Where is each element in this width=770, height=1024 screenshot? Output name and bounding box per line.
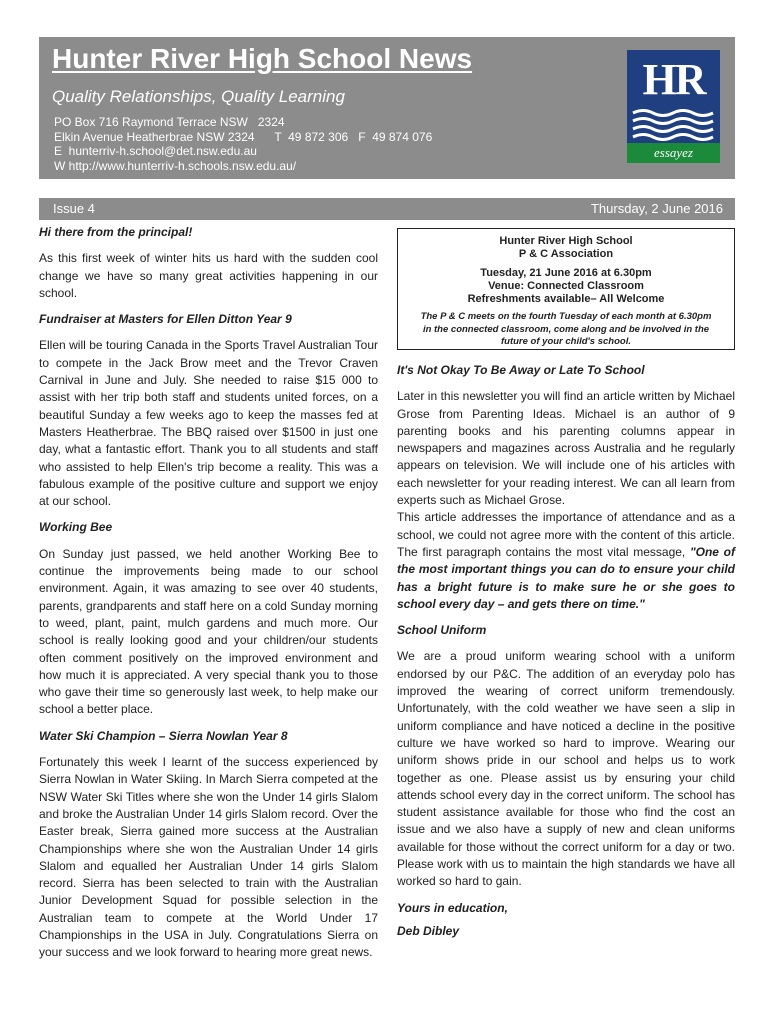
- street-address-phone: Elkin Avenue Heatherbrae NSW 2324 T 49 872 306 F 49 874 076: [54, 129, 433, 144]
- newsletter-title: Hunter River High School News: [52, 43, 473, 74]
- attendance-text: This article addresses the importance of attendance and as a school, we could not agree more with the content of this article. The first paragraph contains the most vital message,: [397, 510, 735, 559]
- pc-meeting-date: Tuesday, 21 June 2016 at 6.30pm: [480, 267, 652, 279]
- contact-block: [54, 115, 432, 173]
- issue-number: Issue 4: [53, 201, 95, 216]
- school-motto: Quality Relationships, Quality Learning: [52, 87, 345, 106]
- water-ski-paragraph: Fortunately this week I learnt of the success experienced by Sierra Nowlan in Water Skiing. In March Sierra competed at the NSW Water Ski Titles where she won the Under 14 girls Slalom and broke the Australian Under 14 girls Slalom record. Over the Easter break, Sierra gained more success at the Australian Championships where she won the Australian Under 14 girls Slalom and equalled her Australian Under 14 girls Slalom record. Sierra has been selected to train with the Australian Junior Development Squad for possible selection in the Australian team to compete at the World Under 17 Championships in the USA in July. Congratulations Sierra on your success and we look forward to hearing more great news.: [39, 755, 378, 960]
- working-bee-heading: Working Bee: [39, 520, 113, 535]
- issue-bar: [39, 198, 735, 220]
- school-logo: [627, 50, 720, 163]
- fundraiser-paragraph: Ellen will be touring Canada in the Sports Travel Australian Tour to compete in the Jack Brow meet and the Trevor Craven Carnival in June and July. She needed to raise $15 000 to assist with her trip both staff and students united forces, on a beautiful Sunday a few weeks ago to keep the masses fed at Masters Heatherbrae. The BBQ raised over $1500 in just one day, what a fantastic effort. Thank you to all students and staff who assisted to help Ellen's trip become a reality. This was a fabulous example of the positive culture and support we enjoy at our school.: [39, 338, 378, 509]
- uniform-heading: School Uniform: [397, 623, 487, 638]
- right-column: [397, 362, 735, 940]
- logo-letters: HR: [642, 55, 705, 104]
- issue-date: Thursday, 2 June 2016: [590, 201, 723, 216]
- pc-venue: Venue: Connected Classroom: [488, 280, 644, 292]
- working-bee-paragraph: On Sunday just passed, we held another Working Bee to continue the improvements being made to our school environment. Again, it was amazing to see over 40 students, parents, grandparents and staff here on a cold Sunday morning to weed, plant, paint, mulch gardens and much more. Our school is really looking good and your children/our students often comment positively on the improved environment and how much it is appreciated. A very special thank you to those who gave their time so generously last week, to help make our school a better place.: [39, 546, 378, 717]
- pc-refreshments: Refreshments available– All Welcome: [467, 293, 665, 305]
- logo-tagline: essayez: [627, 143, 720, 163]
- attendance-heading: It's Not Okay To Be Away or Late To School: [397, 363, 645, 377]
- signature-name: Deb Dibley: [397, 923, 460, 938]
- attendance-paragraph-2: [397, 509, 735, 613]
- attendance-quote: "One of the most important things you can do to ensure your child has a bright future is to make sure he or she goes to school every day – and gets there on time.": [397, 544, 735, 611]
- fundraiser-heading: Fundraiser at Masters for Ellen Ditton Year 9: [39, 312, 292, 327]
- uniform-paragraph: We are a proud uniform wearing school with a uniform endorsed by our P&C. The addition of an everyday polo has improved the wearing of correct uniform tremendously. Unfortunately, with the cold weather we have seen a slip in uniform compliance and have noticed a decline in the positive culture we have worked so hard to improve. Wearing our uniform shows pride in our school and helps us to work together as one. Please assist us by ensuring your child attends school every day in the correct uniform. The school has student assistance available for those who find the cost an issue and we also have a supply of new and clean uniforms available for those without the correct uniform for a day or two. Please work with us to maintain the high standards we have all worked so hard to gain.: [397, 649, 735, 889]
- pc-school-name: Hunter River High School: [499, 235, 633, 247]
- pc-meeting-note: The P & C meets on the fourth Tuesday of each month at 6.30pm in the connected classroom, come along and be involved in the future of your child's school.: [420, 311, 712, 347]
- left-column: [39, 224, 378, 962]
- website-address: W http://www.hunterriv-h.schools.nsw.edu.au/: [54, 158, 297, 173]
- waves-icon: [631, 108, 716, 142]
- signoff: Yours in education,: [397, 900, 508, 915]
- principal-paragraph: As this first week of winter hits us hard with the sudden cool change we have so many great activities happening in our school.: [39, 251, 378, 300]
- pc-association-notice: [397, 228, 735, 350]
- email-address: E hunterriv-h.school@det.nsw.edu.au: [54, 144, 257, 158]
- principal-heading: Hi there from the principal!: [39, 225, 193, 239]
- pc-association-name: P & C Association: [518, 248, 614, 260]
- water-ski-heading: Water Ski Champion – Sierra Nowlan Year 8: [39, 728, 288, 743]
- attendance-paragraph-1: Later in this newsletter you will find an article written by Michael Grose from Parenting Ideas. Michael is an author of 9 parenting books and his parenting columns appear in newspapers and magazines across Australia and he regularly appears on television. We will include one of his articles with each newsletter for your reading interest. We can all learn from experts such as Michael Grose.: [397, 389, 735, 508]
- postal-address: PO Box 716 Raymond Terrace NSW 2324: [54, 115, 285, 129]
- masthead: [39, 37, 735, 179]
